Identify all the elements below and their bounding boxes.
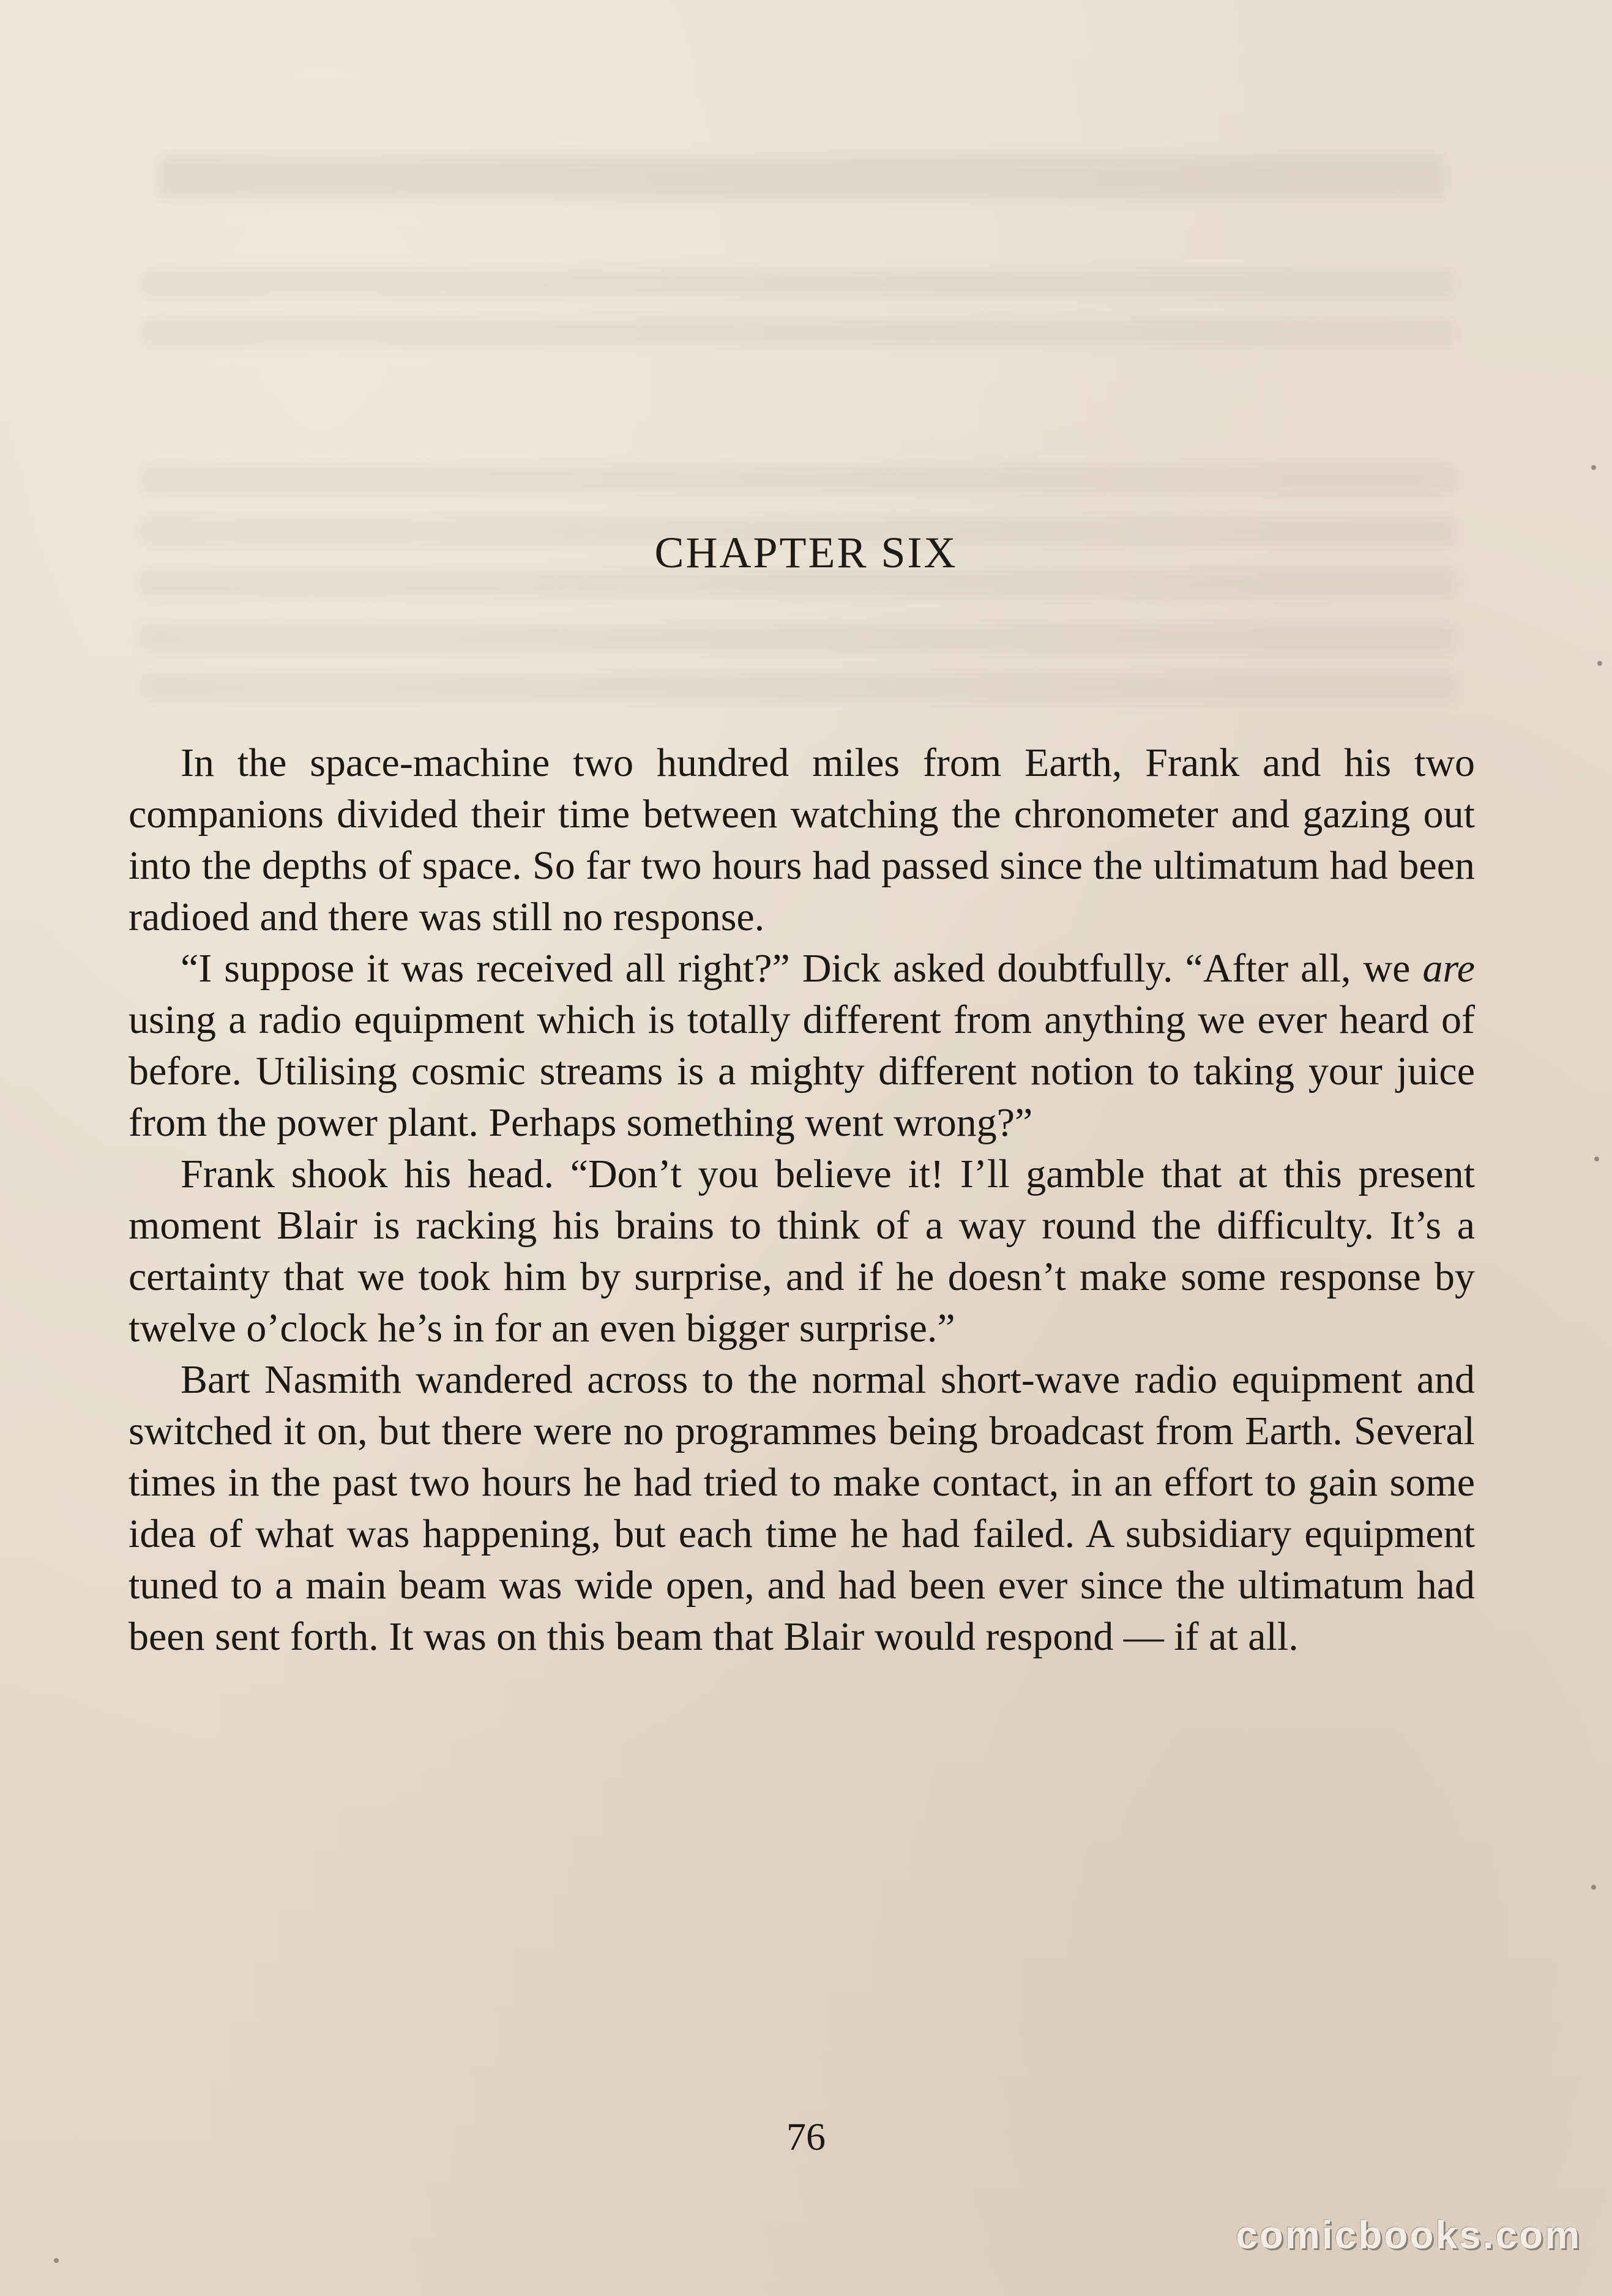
- paragraph-2-start: “I suppose it was received all right?” Dick asked doubtfully. “After all, we: [181, 946, 1423, 991]
- paper-speck: [1594, 1157, 1599, 1161]
- chapter-title: CHAPTER SIX: [654, 528, 958, 577]
- watermark-logo: comicbooks.com: [1236, 2213, 1581, 2257]
- paragraph-2: [129, 943, 1475, 1149]
- page-number: 76: [786, 2115, 826, 2158]
- show-through-header: [159, 156, 1444, 199]
- chapter-body: [129, 737, 1475, 1663]
- show-through-line: [141, 269, 1457, 297]
- paragraph-1: In the space-machine two hundred miles from Earth, Frank and his two companions divided their time between watching the chronometer and gazing out into the depths of space. So far two hours had passed since the ultimatum had been radioed and there was still no response.: [129, 740, 1475, 939]
- paper-speck: [1591, 465, 1596, 470]
- paragraph-2-end: using a radio equipment which is totally different from anything we ever heard of before. Utilising cosmic streams is a mighty different notion to taking your juice from the power plant. Perhaps something went wrong?”: [129, 997, 1475, 1145]
- show-through-line: [141, 624, 1457, 652]
- show-through-line: [141, 673, 1457, 701]
- paragraph-2-emphasis: are: [1422, 946, 1475, 991]
- paragraph-4: Bart Nasmith wandered across to the normal short-wave radio equipment and switched it on, but there were no programmes being broadcast from Earth. Several times in the past two hours he had tried to make contact, in an effort to gain some idea of what was happening, but each time he had failed. A subsidiary equipment tuned to a main beam was wide open, and had been ever since the ultimatum had been sent forth. It was on this beam that Blair would respond — if at all.: [129, 1357, 1475, 1659]
- paper-speck: [1597, 661, 1602, 666]
- paper-speck: [54, 2258, 59, 2263]
- show-through-line: [141, 318, 1457, 346]
- show-through-line: [141, 465, 1457, 493]
- paragraph-3: Frank shook his head. “Don’t you believe it! I’ll gamble that at this present moment Blair is racking his brains to think of a way round the difficulty. It’s a certainty that we took him by surprise, and if he doesn’t make some response by twelve o’clock he’s in for an even bigger surprise.”: [129, 1152, 1475, 1351]
- paper-speck: [1591, 1885, 1596, 1890]
